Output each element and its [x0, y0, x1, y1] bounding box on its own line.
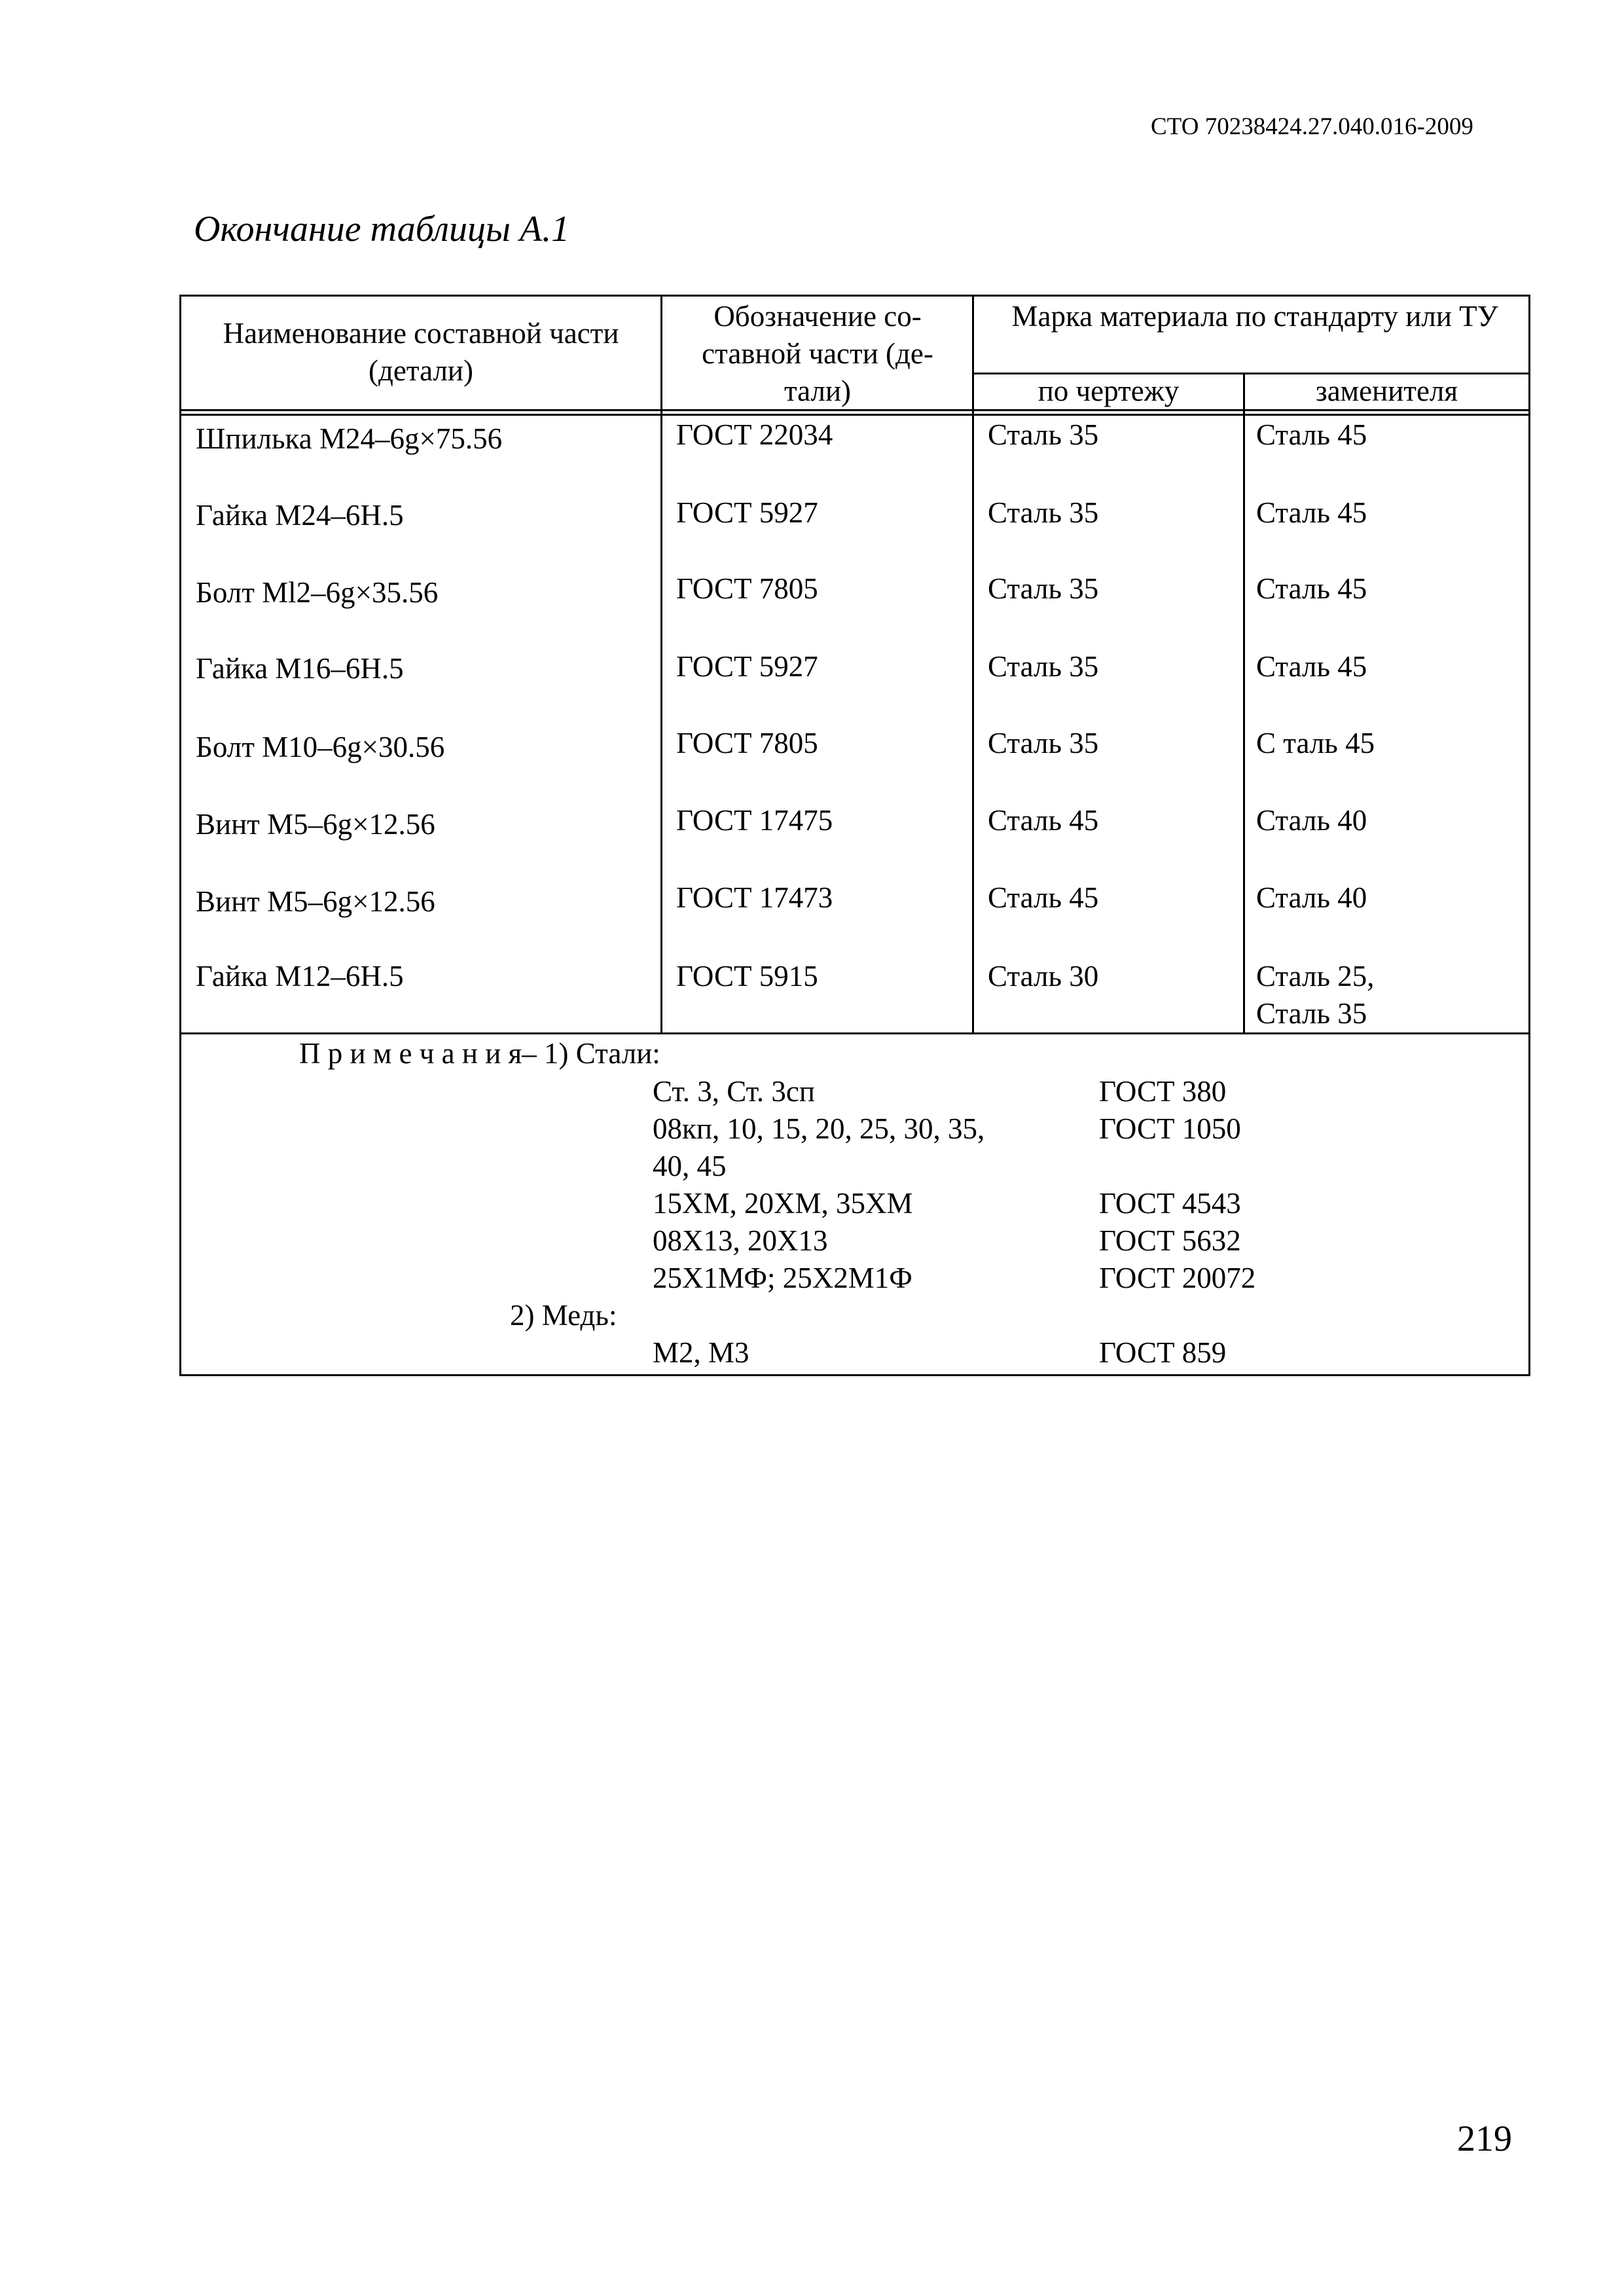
note-standard: ГОСТ 380: [1099, 1075, 1227, 1108]
notes-group-copper: 2) Медь:: [510, 1299, 617, 1332]
note-standard: ГОСТ 4543: [1099, 1187, 1241, 1220]
column-header-by-drawing: по чертежу: [1038, 374, 1180, 407]
notes-title: П р и м е ч а н и я: [299, 1037, 522, 1070]
column-header-designation: Обозначение со-ставной части (де-тали): [702, 300, 933, 407]
row-substitute: Сталь 40: [1256, 881, 1367, 914]
row-name: Гайка М24–6Н.5: [196, 499, 404, 532]
row-substitute: Сталь 45: [1256, 650, 1367, 683]
note-grade: 08Х13, 20Х13: [653, 1224, 828, 1257]
row-name: Болт Ml2–6g×35.56: [196, 576, 439, 609]
row-by-drawing: Сталь 35: [988, 727, 1099, 759]
row-by-drawing: Сталь 45: [988, 804, 1099, 837]
row-name: Винт М5–6g×12.56: [196, 885, 435, 918]
table-caption: Окончание таблицы А.1: [194, 209, 570, 249]
materials-table: [179, 295, 1530, 1376]
row-designation: ГОСТ 5927: [676, 496, 818, 529]
row-name: Гайка М12–6Н.5: [196, 960, 404, 993]
row-by-drawing: Сталь 30: [988, 960, 1099, 993]
document-code: СТО 70238424.27.040.016-2009: [1151, 113, 1473, 140]
row-substitute: С таль 45: [1256, 727, 1375, 759]
row-name: Винт М5–6g×12.56: [196, 808, 435, 841]
notes-divider: [181, 1032, 1528, 1034]
row-designation: ГОСТ 7805: [676, 572, 818, 605]
note-standard: ГОСТ 859: [1099, 1336, 1227, 1369]
row-by-drawing: Сталь 35: [988, 572, 1099, 605]
column-divider: [660, 297, 662, 1032]
row-name: Гайка М16–6Н.5: [196, 652, 404, 685]
column-divider: [1243, 373, 1245, 1032]
row-designation: ГОСТ 17475: [676, 804, 833, 837]
row-designation: ГОСТ 17473: [676, 881, 833, 914]
row-substitute: Сталь 45: [1256, 572, 1367, 605]
note-grade: 40, 45: [653, 1150, 727, 1182]
row-substitute: Сталь 40: [1256, 804, 1367, 837]
column-header-material: Марка материала по стандарту или ТУ: [1011, 300, 1498, 333]
row-by-drawing: Сталь 35: [988, 496, 1099, 529]
row-substitute: Сталь 25,: [1256, 960, 1375, 993]
note-standard: ГОСТ 20072: [1099, 1262, 1256, 1294]
notes-group-steels: – 1) Стали:: [522, 1037, 660, 1070]
row-by-drawing: Сталь 45: [988, 881, 1099, 914]
page-number: 219: [1457, 2119, 1512, 2159]
note-grade: 15ХМ, 20ХМ, 35ХМ: [653, 1187, 913, 1220]
note-grade: 08кп, 10, 15, 20, 25, 30, 35,: [653, 1112, 985, 1145]
note-standard: ГОСТ 1050: [1099, 1112, 1241, 1145]
notes-label: [299, 1035, 660, 1072]
row-name: Болт М10–6g×30.56: [196, 731, 445, 763]
column-header-substitute: заменителя: [1315, 374, 1458, 407]
note-grade: М2, М3: [653, 1336, 749, 1369]
row-designation: ГОСТ 5915: [676, 960, 818, 993]
note-grade: Ст. 3, Ст. 3сп: [653, 1075, 815, 1108]
note-standard: ГОСТ 5632: [1099, 1224, 1241, 1257]
column-header-name: Наименование составной части (детали): [223, 317, 619, 387]
row-by-drawing: Сталь 35: [988, 418, 1099, 451]
row-substitute: Сталь 45: [1256, 496, 1367, 529]
note-grade: 25Х1МФ; 25Х2М1Ф: [653, 1262, 912, 1294]
row-name: Шпилька М24–6g×75.56: [196, 422, 503, 455]
row-designation: ГОСТ 5927: [676, 650, 818, 683]
header-bottom-line: [181, 414, 1528, 416]
row-substitute: Сталь 45: [1256, 418, 1367, 451]
row-by-drawing: Сталь 35: [988, 650, 1099, 683]
row-designation: ГОСТ 22034: [676, 418, 833, 451]
row-substitute: Сталь 35: [1256, 997, 1367, 1030]
row-designation: ГОСТ 7805: [676, 727, 818, 759]
